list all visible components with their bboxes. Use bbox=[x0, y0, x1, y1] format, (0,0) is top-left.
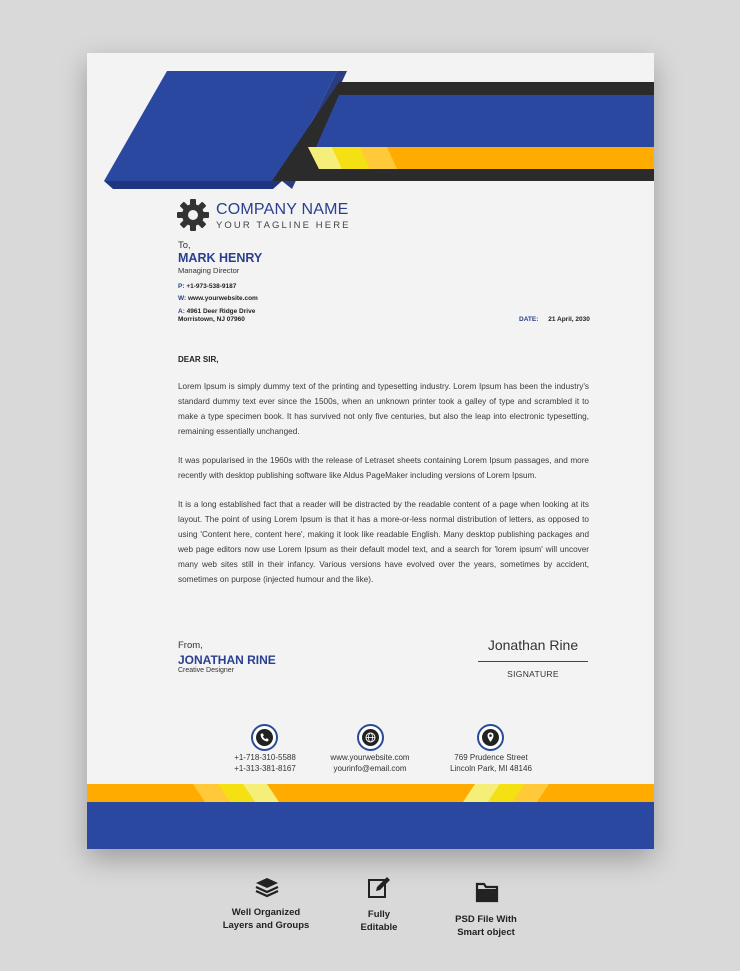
phone-value: +1-973-538-9187 bbox=[186, 283, 237, 290]
date-value: 21 April, 2030 bbox=[548, 316, 590, 323]
from-label: From, bbox=[178, 640, 203, 651]
header-decoration bbox=[87, 53, 654, 193]
paragraph-1: Lorem Ipsum is simply dummy text of the printing and typesetting industry. Lorem Ipsum has been the industry's standard dummy text ever since the 1500s, when an unknown printer took a galley of type and scrambled it to make a type specimen book. It has survived not only five centuries, but also the leap into electronic typesetting, remaining essentially unchanged. bbox=[178, 382, 589, 436]
sender-role: Creative Designer bbox=[178, 667, 235, 674]
feature-psd-line1: PSD File With bbox=[455, 914, 517, 925]
web-key: W: bbox=[178, 295, 187, 302]
paragraph-2: It was popularised in the 1960s with the release of Letraset sheets containing Lorem Ipsum passages, and more recently with desktop publishing software like Aldus PageMaker including versions of Lorem Ipsum. bbox=[178, 456, 589, 480]
signature-line bbox=[478, 661, 588, 662]
signature-name: Jonathan Rine bbox=[487, 637, 579, 653]
company-tagline: YOUR TAGLINE HERE bbox=[216, 220, 351, 231]
edit-icon bbox=[367, 876, 391, 900]
location-pin-icon bbox=[477, 724, 504, 751]
salutation: DEAR SIR, bbox=[178, 355, 219, 364]
gear-icon bbox=[177, 199, 209, 231]
globe-icon bbox=[357, 724, 384, 751]
signature-label: SIGNATURE bbox=[507, 669, 559, 679]
folder-icon bbox=[475, 881, 499, 903]
feature-layers-line2: Layers and Groups bbox=[222, 920, 310, 931]
sender-name: JONATHAN RINE bbox=[178, 653, 276, 667]
footer-address-line1: 769 Prudence Street bbox=[454, 753, 528, 762]
address-key: A: bbox=[178, 308, 185, 315]
feature-psd-line2: Smart object bbox=[457, 927, 515, 938]
paragraph-3: It is a long established fact that a reader will be distracted by the readable content of a page when looking at its layout. The point of using Lorem Ipsum is that it has a more-or-less normal distribution of letters, as opposed to using 'Content here, content here', making it look like readable English. Many desktop publishing packages and web page editors now use Lorem Ipsum as their default model text, and a search for 'lorem ipsum' will uncover many web sites still in their infancy. Various versions have evolved over the years, sometimes by accident, sometimes on purpose (injected humour and the like). bbox=[178, 500, 589, 584]
feature-layers-label bbox=[201, 906, 331, 932]
footer-email: yourinfo@email.com bbox=[333, 764, 407, 773]
date-label: DATE: bbox=[519, 316, 539, 323]
recipient-address-line2: Morristown, NJ 07960 bbox=[178, 316, 245, 323]
layers-icon bbox=[254, 876, 280, 898]
address-line1: 4961 Deer Ridge Drive bbox=[186, 308, 256, 315]
footer-decoration bbox=[87, 784, 654, 849]
recipient-role: Managing Director bbox=[178, 266, 240, 275]
company-name-part2: NAME bbox=[301, 201, 349, 218]
feature-layers-line1: Well Organized bbox=[231, 907, 301, 918]
to-label: To, bbox=[178, 240, 191, 251]
date-row bbox=[519, 316, 590, 323]
feature-editable-line1: Fully bbox=[367, 909, 391, 920]
feature-editable-line2: Editable bbox=[360, 922, 398, 933]
footer-website: www.yourwebsite.com bbox=[330, 753, 410, 762]
footer-phone-1: +1-718-310-5588 bbox=[234, 753, 296, 762]
footer-web bbox=[310, 752, 430, 774]
footer-address-line2: Lincoln Park, MI 48146 bbox=[450, 764, 532, 773]
website-value: www.yourwebsite.com bbox=[188, 295, 258, 302]
footer-phone-2: +1-313-381-8167 bbox=[234, 764, 296, 773]
footer-phones bbox=[205, 752, 325, 774]
company-name-part1: COMPANY bbox=[216, 201, 297, 218]
phone-key: P: bbox=[178, 283, 185, 290]
footer-address bbox=[431, 752, 551, 774]
recipient-phone bbox=[178, 283, 236, 290]
recipient-website bbox=[178, 295, 258, 302]
recipient-address bbox=[178, 308, 255, 315]
recipient-name: MARK HENRY bbox=[178, 251, 263, 265]
letterhead-sheet bbox=[87, 53, 654, 849]
feature-psd-label bbox=[421, 913, 551, 939]
company-name bbox=[216, 201, 349, 219]
phone-icon bbox=[251, 724, 278, 751]
